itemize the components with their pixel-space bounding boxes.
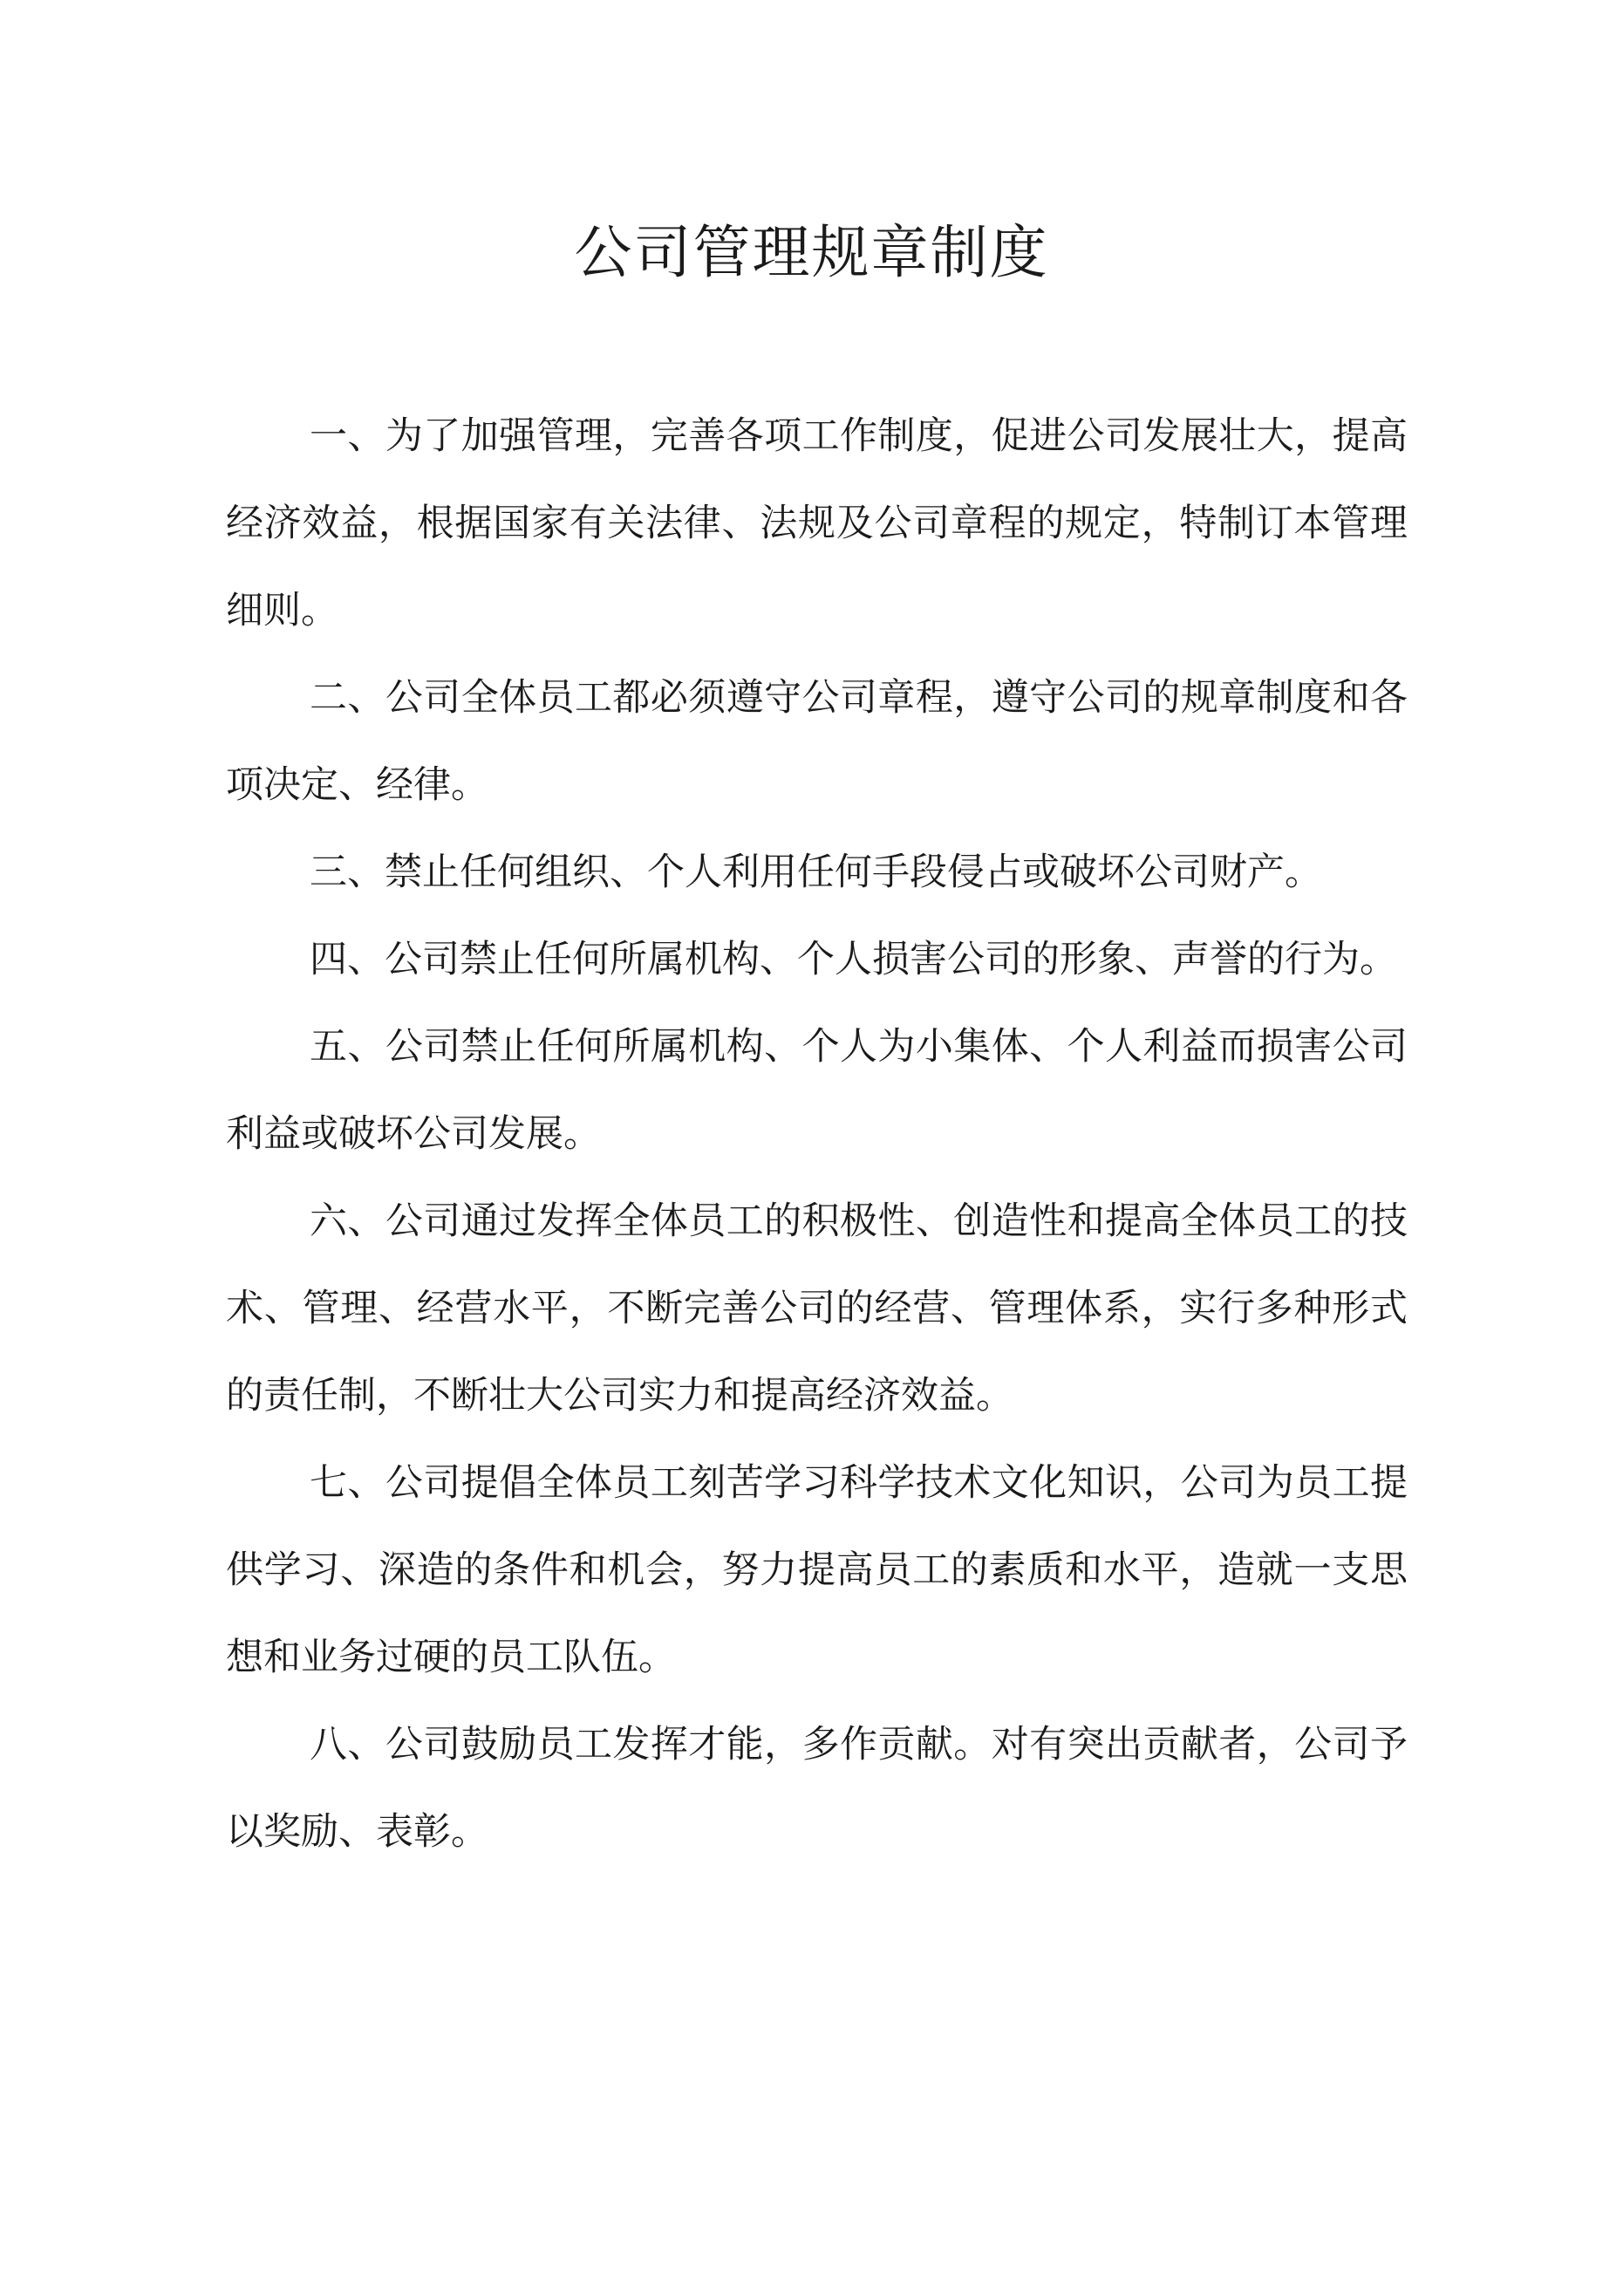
paragraph-5: 五、公司禁止任何所属机构、个人为小集体、个人利益而损害公司利益或破坏公司发展。 [226,1025,1408,1156]
paragraph-7: 七、公司提倡全体员工刻苦学习科学技术文化知识，公司为员工提供学习、深造的条件和机会，努力提高员工的素质和水平，造就一支思想和业务过硬的员工队伍。 [226,1461,1408,1679]
paragraph-2: 二、公司全体员工都必须遵守公司章程，遵守公司的规章制度和各项决定、经律。 [226,676,1408,807]
paragraph-4: 四、公司禁止任何所属机构、个人损害公司的形象、声誉的行为。 [310,938,1397,981]
paragraph-1: 一、为了加强管理，完善各项工作制度，促进公司发展壮大，提高经济效益，根据国家有关法律、法规及公司章程的规定，特制订本管理细则。 [226,414,1408,632]
paragraph-6: 六、公司通过发挥全体员工的积极性、创造性和提高全体员工的技术、管理、经营水平，不断完善公司的经营、管理体系，实行多种形式的责任制，不断壮大公司实力和提高经济效益。 [226,1199,1408,1418]
document-body [226,393,1408,1876]
paragraph-8: 八、公司鼓励员工发挥才能，多作贡献。对有突出贡献者，公司予以奖励、表彰。 [226,1723,1408,1854]
paragraph-3: 三、禁止任何组织、个人利用任何手段侵占或破坏公司财产。 [310,851,1322,894]
document-title: 公司管理规章制度 [574,219,1049,286]
